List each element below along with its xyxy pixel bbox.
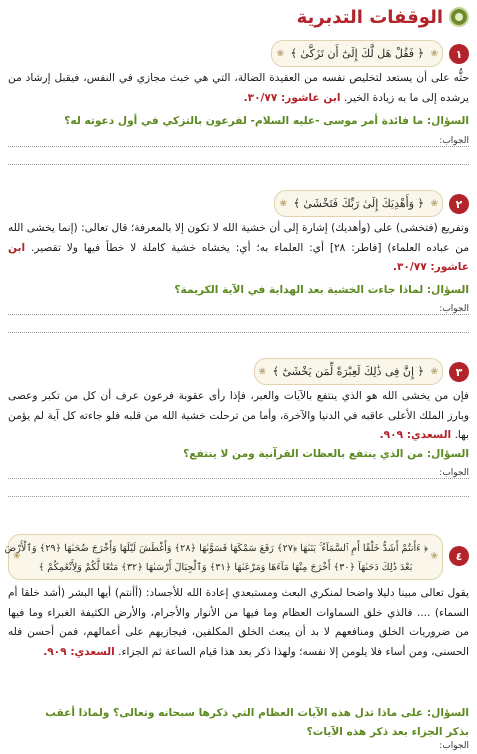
- verse-text: ❀ ﴿ فَقُلْ هَل لَّكَ إِلَىٰٓ أَن تَزَكَّىٰ ﴾: [290, 47, 424, 60]
- section-4: [4, 534, 469, 752]
- commentary-body: يقول تعالى مبينا دليلا واضحا لمنكري البعث ومستبعدي إعادة الله للأجساد: (أأنتم) أيها البشر (أشد خلقا أم السماء) .... فالذي خلق السماوات العظام وما فيها من الأنوار والأجرام، والأرض الكثيفة الغبراء وما فيها من ضروريات الخلق ومنافعهم لا بد أن يبعث الخلق المكلفين، فيجازيهم على أعمالهم، فمن أحسن فله الحسنى، ومن أساء فلا يلومن إلا نفسه؛ ولهذا ذكر بعد هذا قيام الساعة ثم الجزاء.: [8, 587, 469, 658]
- section-number-badge: ١: [449, 44, 469, 64]
- page-title: الوقفات التدبرية: [296, 6, 443, 28]
- commentary-source: ابن عاشور: ٣٠/٧٧.: [243, 91, 341, 104]
- ornament-circle-icon: [449, 7, 469, 27]
- verse-line: ❀ ﴿ ءَأَنتُمْ أَشَدُّ خَلْقًا أَمِ ٱلسَّمَآءُ ۚ بَنَىٰهَا ﴿٢٧﴾ رَفَعَ سَمْكَهَا فَسَوَّىٰهَا ﴿٢٨﴾ وَأَغْطَشَ لَيْلَهَا وَأَخْرَجَ ضُحَىٰهَا ﴿٢٩﴾ وَٱلْأَرْضَ: [4, 543, 428, 554]
- section-3: [8, 358, 469, 498]
- commentary-text: [8, 219, 469, 278]
- answer-line[interactable]: [8, 164, 469, 165]
- question-text: السؤال: لماذا جاءت الخشية بعد الهداية في الآية الكريمة؟: [174, 284, 469, 296]
- commentary-body: وتفريع (فتخشى) على (وأهديك) إشارة إلى أن خشية الله لا تكون إلا بالمعرفة؛ قال تعالى: (إنما يخشى الله من عباده العلماء) [فاطر: ٢٨] أي: العلماء به؛ أي: يخشاه خشية كاملة لا خطأ فيها ولا تقصير.: [8, 222, 470, 254]
- verse-frame: [274, 190, 443, 217]
- section-number-badge: ٣: [449, 362, 469, 382]
- answer-line[interactable]: [8, 332, 469, 333]
- question-text: السؤال: على ماذا تدل هذه الآيات العظام التي ذكرها سبحانه وتعالى؟ ولماذا أعقب: [45, 707, 469, 719]
- answer-line[interactable]: [8, 314, 469, 315]
- commentary-text: [8, 69, 469, 108]
- answer-line[interactable]: [8, 496, 469, 497]
- answer-label: الجواب:: [439, 136, 469, 146]
- answer-line[interactable]: [8, 146, 469, 147]
- answer-label: الجواب:: [439, 304, 469, 314]
- verse-line: بَعْدَ ذَٰلِكَ دَحَىٰهَآ ﴿٣٠﴾ أَخْرَجَ مِنْهَا مَآءَهَا وَمَرْعَىٰهَا ﴿٣١﴾ وَٱلْجِبَالَ أَرْسَىٰهَا ﴿٣٢﴾ مَتَٰعًا لَّكُمْ وَلِأَنْعَٰمِكُمْ ﴾: [38, 562, 413, 573]
- section-number-badge: ٢: [449, 194, 469, 214]
- verse-frame: [254, 358, 444, 385]
- commentary-text: [8, 387, 469, 446]
- verse-frame: [4, 534, 443, 580]
- question-text: السؤال: من الذي ينتفع بالعظات القرآنية ومن لا ينتفع؟: [183, 448, 469, 460]
- commentary-body: حثُّه على أن يستعد لتخليص نفسه من العقيدة الضالة، التي هي خبث مجازي في النفس، فيقبل إرشاد من يرشده إلى ما به زيادة الخير.: [8, 72, 469, 104]
- verse-text: ❀ ﴿ وَأَهْدِيَكَ إِلَىٰ رَبِّكَ فَتَخْشَىٰ ﴾: [293, 197, 424, 210]
- commentary-text: [8, 584, 469, 662]
- verse-frame: [271, 40, 443, 67]
- question-text: بذكر الجزاء بعد ذكر هذه الآيات؟: [306, 726, 469, 738]
- page-header: [297, 4, 469, 30]
- answer-label: الجواب:: [439, 741, 469, 751]
- section-number-badge: ٤: [449, 546, 469, 566]
- section-1: [8, 40, 469, 170]
- commentary-source: السعدي: ٩٠٩.: [379, 429, 452, 441]
- commentary-source: ابن عاشور: ٣٠/٧٧.: [8, 241, 469, 273]
- commentary-source: السعدي: ٩٠٩.: [43, 645, 115, 658]
- question-text: السؤال: ما فائدة أمر موسى -عليه السلام- لفرعون بالتزكي في أول دعوته له؟: [64, 115, 469, 127]
- section-2: [8, 190, 469, 330]
- verse-text: ❀ ﴿ إِنَّ فِى ذَٰلِكَ لَعِبْرَةً لِّمَن يَخْشَىٰٓ ﴾: [272, 365, 424, 378]
- answer-label: الجواب:: [439, 468, 469, 478]
- answer-line[interactable]: [8, 478, 469, 479]
- commentary-body: فإن من يخشى الله هو الذي ينتفع بالآيات والعبر، فإذا رأى عقوبة فرعون عرف أن كل من تكبر وعصى وبارز الملك الأعلى عاقبه في الدنيا والآخرة، وأما من ترحلت خشية الله من قلبه فلو جاءته كل آية لم يؤمن بها.: [8, 390, 469, 441]
